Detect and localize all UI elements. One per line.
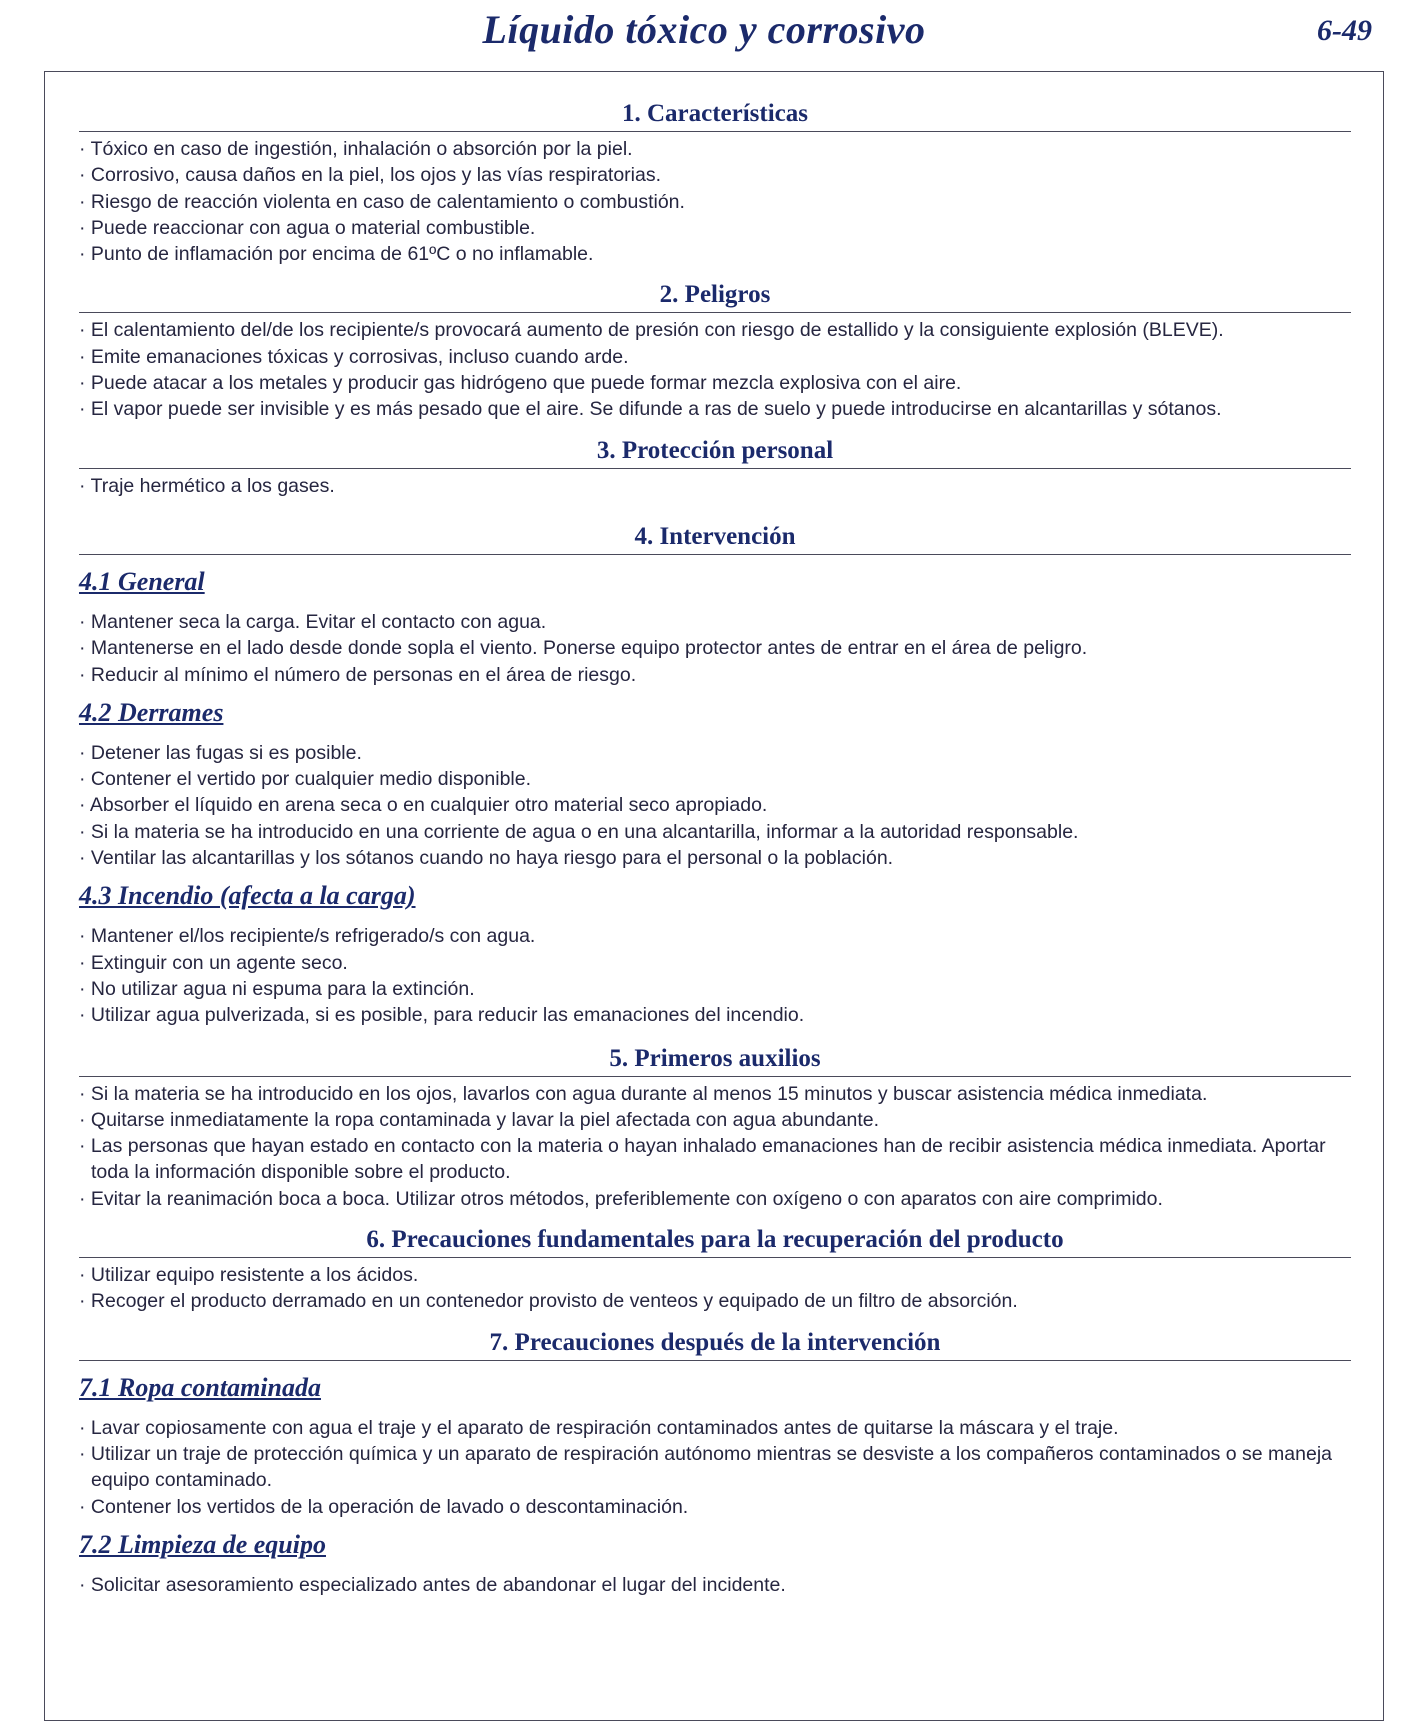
page-header — [0, 0, 1408, 66]
section-proteccion-personal — [79, 437, 1351, 499]
list-item: · Riesgo de reacción violenta en caso de calentamiento o combustión. — [79, 189, 1351, 215]
list-item: · Recoger el producto derramado en un contenedor provisto de venteos y equipado de un filtro de absorción. — [79, 1288, 1351, 1314]
list-item: · Utilizar agua pulverizada, si es posible, para reducir las emanaciones del incendio. — [79, 1002, 1351, 1028]
list-item: · Ventilar las alcantarillas y los sótanos cuando no haya riesgo para el personal o la población. — [79, 845, 1351, 871]
list-item: · Si la materia se ha introducido en una corriente de agua o en una alcantarilla, informar a la autoridad responsable. — [79, 819, 1351, 845]
item-list — [79, 1415, 1351, 1520]
item-list — [79, 473, 1351, 499]
list-item: · Mantener el/los recipiente/s refrigerado/s con agua. — [79, 923, 1351, 949]
list-item: · El calentamiento del/de los recipiente/s provocará aumento de presión con riesgo de estallido y la consiguiente explosión (BLEVE). — [79, 317, 1351, 343]
item-list — [79, 740, 1351, 871]
list-item: · Utilizar equipo resistente a los ácidos. — [79, 1262, 1351, 1288]
list-item: · Si la materia se ha introducido en los ojos, lavarlos con agua durante al menos 15 minutos y buscar asistencia médica inmediata. — [79, 1081, 1351, 1107]
section-title: 4. Intervención — [79, 523, 1351, 555]
list-item: · Reducir al mínimo el número de personas en el área de riesgo. — [79, 662, 1351, 688]
section-primeros-auxilios — [79, 1045, 1351, 1212]
list-item: · Absorber el líquido en arena seca o en cualquier otro material seco apropiado. — [79, 792, 1351, 818]
item-list — [79, 1081, 1351, 1212]
section-peligros — [79, 281, 1351, 422]
item-list — [79, 609, 1351, 688]
list-item: · Mantenerse en el lado desde donde sopla el viento. Ponerse equipo protector antes de entrar en el área de peligro. — [79, 635, 1351, 661]
page-title: Líquido tóxico y corrosivo — [482, 7, 926, 52]
list-item: · Puede atacar a los metales y producir gas hidrógeno que puede formar mezcla explosiva con el aire. — [79, 370, 1351, 396]
subsection-title: 4.2 Derrames — [79, 697, 224, 727]
page-number: 6-49 — [1317, 14, 1372, 47]
list-item: · Solicitar asesoramiento especializado antes de abandonar el lugar del incidente. — [79, 1572, 1351, 1598]
item-list — [79, 317, 1351, 422]
subsection-title: 7.1 Ropa contaminada — [79, 1372, 321, 1402]
section-intervencion — [79, 523, 1351, 1029]
item-list — [79, 923, 1351, 1028]
item-list — [79, 1572, 1351, 1598]
document-body — [79, 100, 1351, 1598]
list-item: · Las personas que hayan estado en contacto con la materia o hayan inhalado emanaciones han de recibir asistencia médica inmediata. Aportar toda la información disponible sobre el producto. — [79, 1133, 1351, 1186]
section-recuperacion-producto — [79, 1226, 1351, 1315]
subsection-title: 4.1 General — [79, 566, 205, 596]
list-item: · El vapor puede ser invisible y es más pesado que el aire. Se difunde a ras de suelo y puede introducirse en alcantarillas y sótanos. — [79, 396, 1351, 422]
list-item: · Detener las fugas si es posible. — [79, 740, 1351, 766]
list-item: · Utilizar un traje de protección química y un aparato de respiración autónomo mientras se desviste a los compañeros contaminados o se maneja equipo contaminado. — [79, 1441, 1351, 1494]
list-item: · Punto de inflamación por encima de 61ºC o no inflamable. — [79, 241, 1351, 267]
list-item: · No utilizar agua ni espuma para la extinción. — [79, 976, 1351, 1002]
section-title: 7. Precauciones después de la intervención — [79, 1329, 1351, 1361]
list-item: · Quitarse inmediatamente la ropa contaminada y lavar la piel afectada con agua abundante. — [79, 1107, 1351, 1133]
list-item: · Emite emanaciones tóxicas y corrosivas, incluso cuando arde. — [79, 344, 1351, 370]
list-item: · Traje hermético a los gases. — [79, 473, 1351, 499]
section-title: 6. Precauciones fundamentales para la recuperación del producto — [79, 1226, 1351, 1258]
list-item: · Extinguir con un agente seco. — [79, 950, 1351, 976]
section-despues-intervencion — [79, 1329, 1351, 1598]
list-item: · Corrosivo, causa daños en la piel, los ojos y las vías respiratorias. — [79, 162, 1351, 188]
list-item: · Puede reaccionar con agua o material combustible. — [79, 215, 1351, 241]
section-title: 5. Primeros auxilios — [79, 1045, 1351, 1077]
section-caracteristicas — [79, 100, 1351, 267]
list-item: · Lavar copiosamente con agua el traje y el aparato de respiración contaminados antes de quitarse la máscara y el traje. — [79, 1415, 1351, 1441]
section-title: 1. Características — [79, 100, 1351, 132]
list-item: · Evitar la reanimación boca a boca. Utilizar otros métodos, preferiblemente con oxígeno o con aparatos con aire comprimido. — [79, 1186, 1351, 1212]
list-item: · Tóxico en caso de ingestión, inhalación o absorción por la piel. — [79, 136, 1351, 162]
subsection-title: 7.2 Limpieza de equipo — [79, 1529, 326, 1559]
item-list — [79, 136, 1351, 267]
list-item: · Contener el vertido por cualquier medio disponible. — [79, 766, 1351, 792]
list-item: · Contener los vertidos de la operación de lavado o descontaminación. — [79, 1494, 1351, 1520]
subsection-title: 4.3 Incendio (afecta a la carga) — [79, 881, 416, 911]
section-title: 2. Peligros — [79, 281, 1351, 313]
item-list — [79, 1262, 1351, 1315]
section-title: 3. Protección personal — [79, 437, 1351, 469]
list-item: · Mantener seca la carga. Evitar el contacto con agua. — [79, 609, 1351, 635]
